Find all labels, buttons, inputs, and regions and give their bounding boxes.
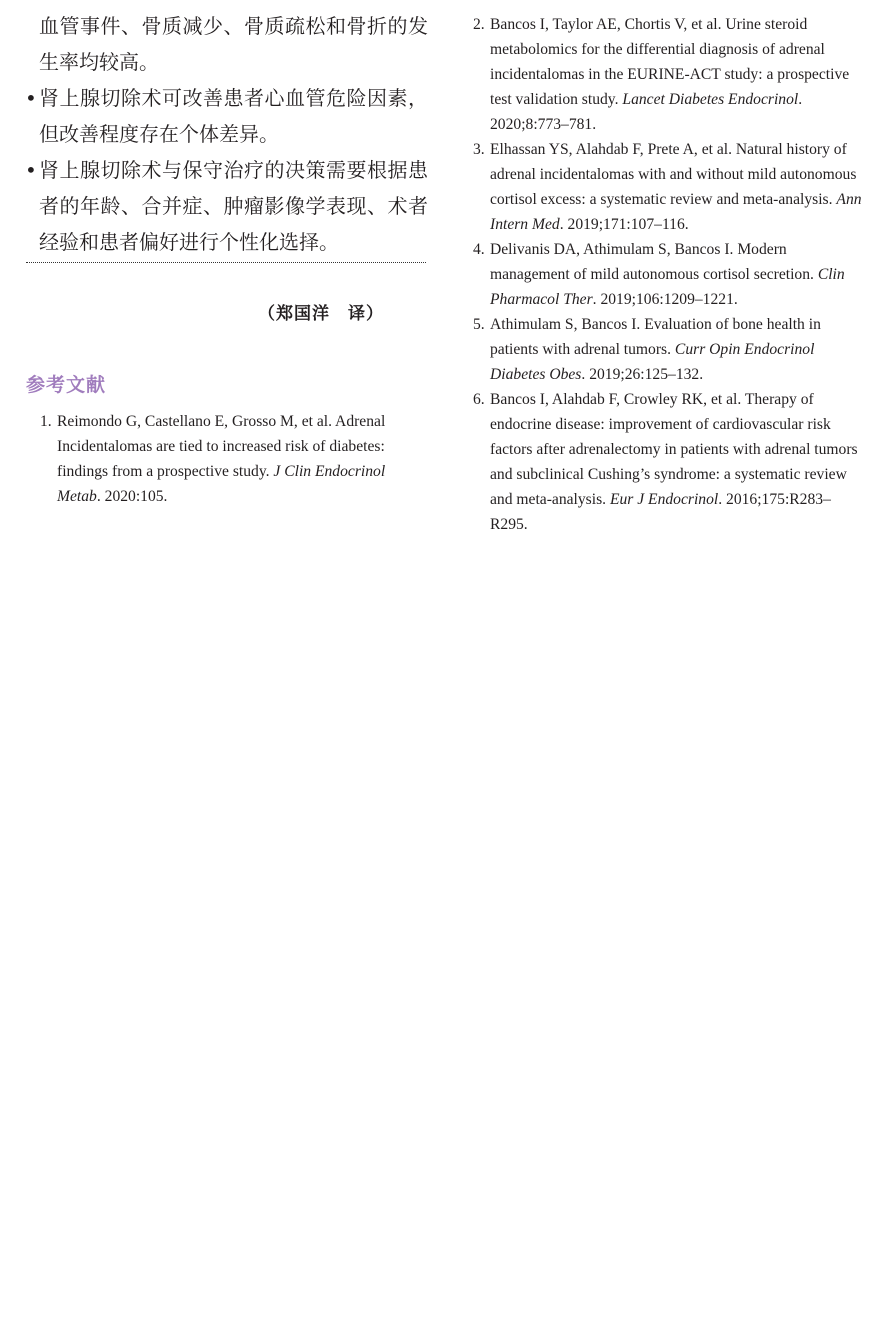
key-point-paragraph <box>26 8 428 80</box>
key-point-paragraph <box>26 152 428 260</box>
reference-item <box>470 237 862 312</box>
reference-citation: . 2019;171:107–116. <box>559 216 689 233</box>
reference-journal: Curr Opin Endocrinol Diabetes Obes <box>490 341 815 383</box>
key-point-text: 肾上腺切除术与保守治疗的决策需要根据患者的年龄、合并症、肿瘤影像学表现、术者经验和患者偏好进行个性化选择。 <box>39 158 428 254</box>
reference-citation: . 2016;175:R283–R295. <box>490 491 831 533</box>
right-column <box>470 12 862 537</box>
reference-text: Delivanis DA, Athimulam S, Bancos I. Modern management of mild autonomous cortisol secretion. <box>490 241 818 283</box>
reference-number: 2. <box>473 16 485 33</box>
reference-journal: Lancet Diabetes Endocrinol <box>622 91 799 108</box>
bullet-icon: • <box>25 158 37 182</box>
reference-citation: . 2020:105. <box>96 488 168 505</box>
key-points-box <box>26 8 428 263</box>
reference-text: Elhassan YS, Alahdab F, Prete A, et al. Natural history of adrenal incidentalomas with and without mild autonomous cortisol excess: a systematic review and meta-analysis. <box>490 141 857 208</box>
bullet-icon: • <box>25 86 37 110</box>
translator-credit: （郑国洋 译） <box>258 304 384 324</box>
reference-journal: Clin Pharmacol Ther <box>490 266 845 308</box>
left-column <box>26 8 428 509</box>
reference-item <box>470 387 862 537</box>
key-point-text: 肾上腺切除术可改善患者心血管危险因素，但改善程度存在个体差异。 <box>39 86 428 146</box>
key-point-paragraph <box>26 80 428 152</box>
key-point-text: 血管事件、骨质减少、骨质疏松和骨折的发生率均较高。 <box>39 14 428 74</box>
reference-text: Bancos I, Alahdab F, Crowley RK, et al. Therapy of endocrine disease: improvement of cardiovascular risk factors after adrenalectomy in patients with adrenal tumors and subclinical Cushing’s syndrome: a systematic review and meta-analysis. <box>490 391 858 508</box>
reference-item <box>470 312 862 387</box>
reference-citation: . 2020;8:773–781. <box>490 91 803 133</box>
reference-number: 4. <box>473 241 485 258</box>
reference-text: Bancos I, Taylor AE, Chortis V, et al. Urine steroid metabolomics for the differential diagnosis of adrenal incidentalomas in the EURINE-ACT study: a prospective test validation study. <box>490 16 850 108</box>
reference-citation: . 2019;106:1209–1221. <box>592 291 738 308</box>
reference-number: 3. <box>473 141 485 158</box>
reference-number: 5. <box>473 316 485 333</box>
reference-text: Reimondo G, Castellano E, Grosso M, et al. Adrenal Incidentalomas are tied to increased risk of diabetes: findings from a prospective study. <box>57 413 386 480</box>
reference-journal: Ann Intern Med <box>490 191 862 233</box>
reference-journal: Eur J Endocrinol <box>609 491 719 508</box>
reference-item <box>470 12 862 137</box>
reference-number: 1. <box>40 413 52 430</box>
references-heading: 参考文献 <box>26 374 107 396</box>
reference-number: 6. <box>473 391 485 408</box>
reference-journal: J Clin Endocrinol Metab <box>57 463 386 505</box>
reference-item <box>470 137 862 237</box>
reference-citation: . 2019;26:125–132. <box>581 366 704 383</box>
reference-item <box>26 409 428 509</box>
reference-text: Athimulam S, Bancos I. Evaluation of bone health in patients with adrenal tumors. <box>490 316 821 358</box>
dotted-divider <box>26 262 426 263</box>
